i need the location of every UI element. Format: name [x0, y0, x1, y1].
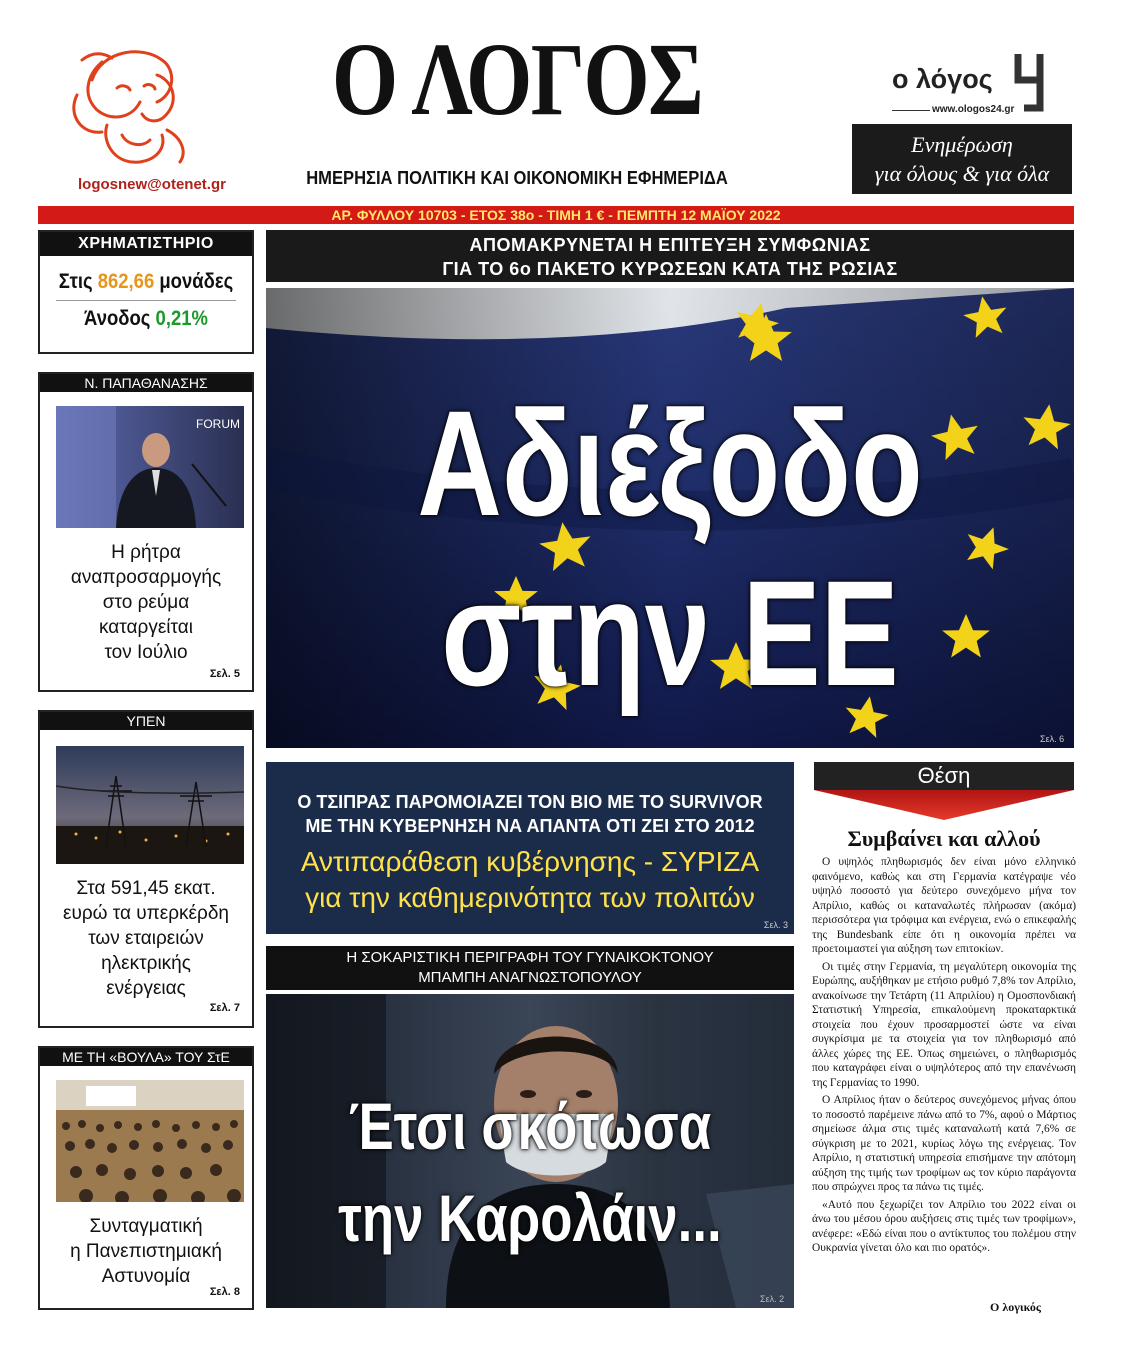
headline-line: Στα 591,45 εκατ. — [76, 878, 216, 899]
syriza-kicker-line-1: Ο ΤΣΙΠΡΑΣ ΠΑΡΟΜΟΙΑΖΕΙ ΤΟΝ ΒΙΟ ΜΕ ΤΟ SURVIVOR — [297, 792, 763, 812]
crime-kicker — [266, 946, 794, 990]
story-headline — [40, 876, 252, 1001]
left-story-papathanasis[interactable] — [38, 372, 254, 692]
story-headline — [40, 540, 252, 665]
editorial-paragraph: «Αυτό που ξεχωρίζει τον Απρίλιο του 2022 είναι οι άνω του μέσου όρου αυξήσεις στις τιμές των τροφίμων», ανέφερε: «Εδώ είναι που ο αντίκτυπος του πολέμου στην Ουκρανία γίνεται όλο και πιο ορατός». — [812, 1198, 1076, 1254]
headline-line: στο ρεύμα — [102, 592, 190, 613]
editorial-title: Συμβαίνει και αλλού — [847, 826, 1041, 851]
page-reference: Σελ. 5 — [209, 668, 240, 680]
stock-market-box[interactable] — [38, 230, 254, 354]
syriza-story-box[interactable] — [266, 762, 794, 934]
headline-line: ηλεκτρικής — [101, 953, 191, 974]
lead-headline-line-1: Αδιέξοδο — [417, 379, 923, 547]
issue-info-bar: ΑΡ. ΦΥΛΛΟΥ 10703 - ΕΤΟΣ 38ο - ΤΙΜΗ 1 € - ΠΕΜΠΤΗ 12 ΜΑΪΟΥ 2022 — [38, 206, 1074, 224]
crime-page-reference: Σελ. 2 — [760, 1294, 785, 1304]
left-story-ypen[interactable] — [38, 710, 254, 1028]
editorial-signature: Ο λογικός — [990, 1300, 1041, 1314]
editorial-arrow-decoration — [814, 790, 1074, 820]
svg-text:FORUM: FORUM — [196, 417, 240, 431]
editorial-section-header: Θέση — [814, 762, 1074, 790]
headline-line: Αστυνομία — [101, 1266, 191, 1287]
stock-header: ΧΡΗΜΑΤΙΣΤΗΡΙΟ — [40, 232, 252, 256]
stock-points-value: 862,66 — [97, 270, 155, 293]
faces-emblem-icon — [62, 40, 202, 172]
headline-line: των εταιρειών — [88, 928, 204, 949]
lead-kicker — [266, 230, 1074, 282]
lead-headline[interactable] — [355, 378, 985, 718]
lead-kicker-line-2: ΓΙΑ ΤΟ 6ο ΠΑΚΕΤΟ ΚΥΡΩΣΕΩΝ ΚΑΤΑ ΤΗΣ ΡΩΣΙΑΣ — [442, 259, 898, 279]
newspaper-subtitle: ΗΜΕΡΗΣΙΑ ΠΟΛΙΤΙΚΗ ΚΑΙ ΟΙΚΟΝΟΜΙΚΗ ΕΦΗΜΕΡΙΔΑ — [306, 168, 728, 188]
story-header: ΥΠΕΝ — [40, 712, 252, 730]
syriza-headline-line-2: για την καθημερινότητα των πολιτών — [305, 882, 755, 913]
syriza-kicker — [266, 790, 794, 838]
lead-kicker-line-1: ΑΠΟΜΑΚΡΥΝΕΤΑΙ Η ΕΠΙΤΕΥΞΗ ΣΥΜΦΩΝΙΑΣ — [469, 235, 871, 255]
tagline-line-1: Ενημέρωση — [911, 132, 1013, 157]
stock-change-value: 0,21% — [155, 307, 208, 330]
crime-headline-line-1: Έτσι σκότωσα — [348, 1089, 712, 1163]
crime-headline-line-2: την Καρολάιν... — [338, 1181, 722, 1255]
stock-change-prefix: Άνοδος — [84, 307, 151, 330]
stock-divider — [56, 300, 236, 301]
editorial-paragraph: Ο υψηλός πληθωρισμός δεν είναι μόνο ελληνικό φαινόμενο, καθώς και στη Γερμανία κατέγραψε νέο υψηλό ποσοστό για δεύτερο συνεχόμενο μήνα τον Απρίλιο, καθώς οι καταναλωτές πλήρωσαν (ακόμα) περισσότερα για τρόφιμα και ενέργεια, ενώ ο επικεφαλής της Bundesbank είπε ότι η οικονομία πρέπει να προετοιμαστεί για αύξηση των επιτοκίων. — [812, 856, 1076, 955]
tagline-box — [852, 124, 1072, 194]
minister-photo — [56, 406, 244, 528]
lead-page-reference: Σελ. 6 — [1040, 734, 1065, 744]
page-reference: Σελ. 7 — [209, 1002, 240, 1014]
newspaper-title: Ο ΛΟΓΟΣ — [331, 22, 703, 137]
headline-line: ενέργειας — [106, 978, 186, 999]
contact-email[interactable]: logosnew@otenet.gr — [78, 176, 226, 193]
power-lines-photo — [56, 746, 244, 864]
headline-line: Συνταγματική — [89, 1216, 203, 1237]
syriza-headline-line-1: Αντιπαράθεση κυβέρνησης - ΣΥΡΙΖΑ — [300, 846, 760, 877]
website-url[interactable]: www.ologos24.gr — [932, 104, 1015, 115]
headline-line: ευρώ τα υπερκέρδη — [63, 903, 229, 924]
headline-line: αναπροσαρμογής — [70, 567, 222, 588]
stock-change-line — [53, 307, 240, 331]
website-logo-text: ο λόγος — [892, 64, 993, 94]
editorial-paragraph: Ο Απρίλιος ήταν ο δεύτερος συνεχόμενος μήνας όπου το ποσοστό παρέμεινε πάνω από το 7%, αφού ο Μάρτιος σημείωσε άλμα στις τιμές καταναλωτή κατά 7,6% σε σύγκριση με το 2021, κυρίως λόγω της ενέργειας. Τον Απρίλιο, η στατιστική υπηρεσία επισήμανε την απότομη αύξηση της τιμής των τροφίμων ως τον κύριο παράγοντα που σπρώχνει προς τα πάνω τις τιμές. — [812, 1094, 1076, 1193]
stock-points-suffix: μονάδες — [159, 270, 234, 293]
syriza-headline — [266, 844, 794, 916]
story-header: Ν. ΠΑΠΑΘΑΝΑΣΗΣ — [40, 374, 252, 392]
editorial-paragraph: Οι τιμές στην Γερμανία, τη μεγαλύτερη οικονομία της Ευρώπης, αυξήθηκαν με ετήσιο ρυθμό 7,8% τον Απρίλιο, ανακοίνωσε την Τετάρτη (11 Απριλίου) η Ομοσπονδιακή Στατιστική Υπηρεσία, επικαλούμενη προκαταρκτικά στοιχεία που έχουν προσαρμοστεί ώστε να είναι συγκρίσιμα με τα στοιχεία για τον πληθωρισμό από άλλες χώρες της ΕΕ. Όπως σημειώνει, ο πληθωρισμός που καταγράφει είναι ο υψηλότερος από την επανένωση της Γερμανίας το 1990. — [812, 960, 1076, 1089]
newspaper-emblem — [62, 40, 202, 172]
number-24-logo-icon — [1012, 50, 1052, 112]
headline-line: η Πανεπιστημιακή — [70, 1241, 222, 1262]
left-story-ste[interactable] — [38, 1046, 254, 1310]
logo-divider — [892, 110, 930, 111]
headline-line: Η ρήτρα — [111, 542, 181, 563]
website-logo[interactable] — [890, 46, 1060, 122]
stock-points-prefix: Στις — [58, 270, 93, 293]
story-header: ΜΕ ΤΗ «ΒΟΥΛΑ» ΤΟΥ ΣτΕ — [40, 1048, 252, 1066]
syriza-kicker-line-2: ΜΕ ΤΗΝ ΚΥΒΕΡΝΗΣΗ ΝΑ ΑΠΑΝΤΑ ΟΤΙ ΖΕΙ ΣΤΟ 2012 — [305, 816, 755, 836]
crime-kicker-line-1: Η ΣΟΚΑΡΙΣΤΙΚΗ ΠΕΡΙΓΡΑΦΗ ΤΟΥ ΓΥΝΑΙΚΟΚΤΟΝΟΥ — [346, 949, 714, 966]
auditorium-photo — [56, 1080, 244, 1202]
stock-points-line — [53, 270, 240, 294]
story-headline — [40, 1214, 252, 1289]
crime-headline[interactable] — [319, 1080, 741, 1264]
page-reference: Σελ. 8 — [209, 1286, 240, 1298]
tagline-line-2: για όλους & για όλα — [874, 161, 1050, 186]
headline-line: τον Ιούλιο — [104, 642, 188, 663]
lead-headline-line-2: στην ΕΕ — [441, 549, 899, 717]
crime-kicker-line-2: ΜΠΑΜΠΗ ΑΝΑΓΝΩΣΤΟΠΟΥΛΟΥ — [418, 969, 642, 986]
headline-line: καταργείται — [99, 617, 193, 638]
editorial-body — [812, 855, 1076, 1259]
syriza-page-reference: Σελ. 3 — [763, 920, 788, 930]
